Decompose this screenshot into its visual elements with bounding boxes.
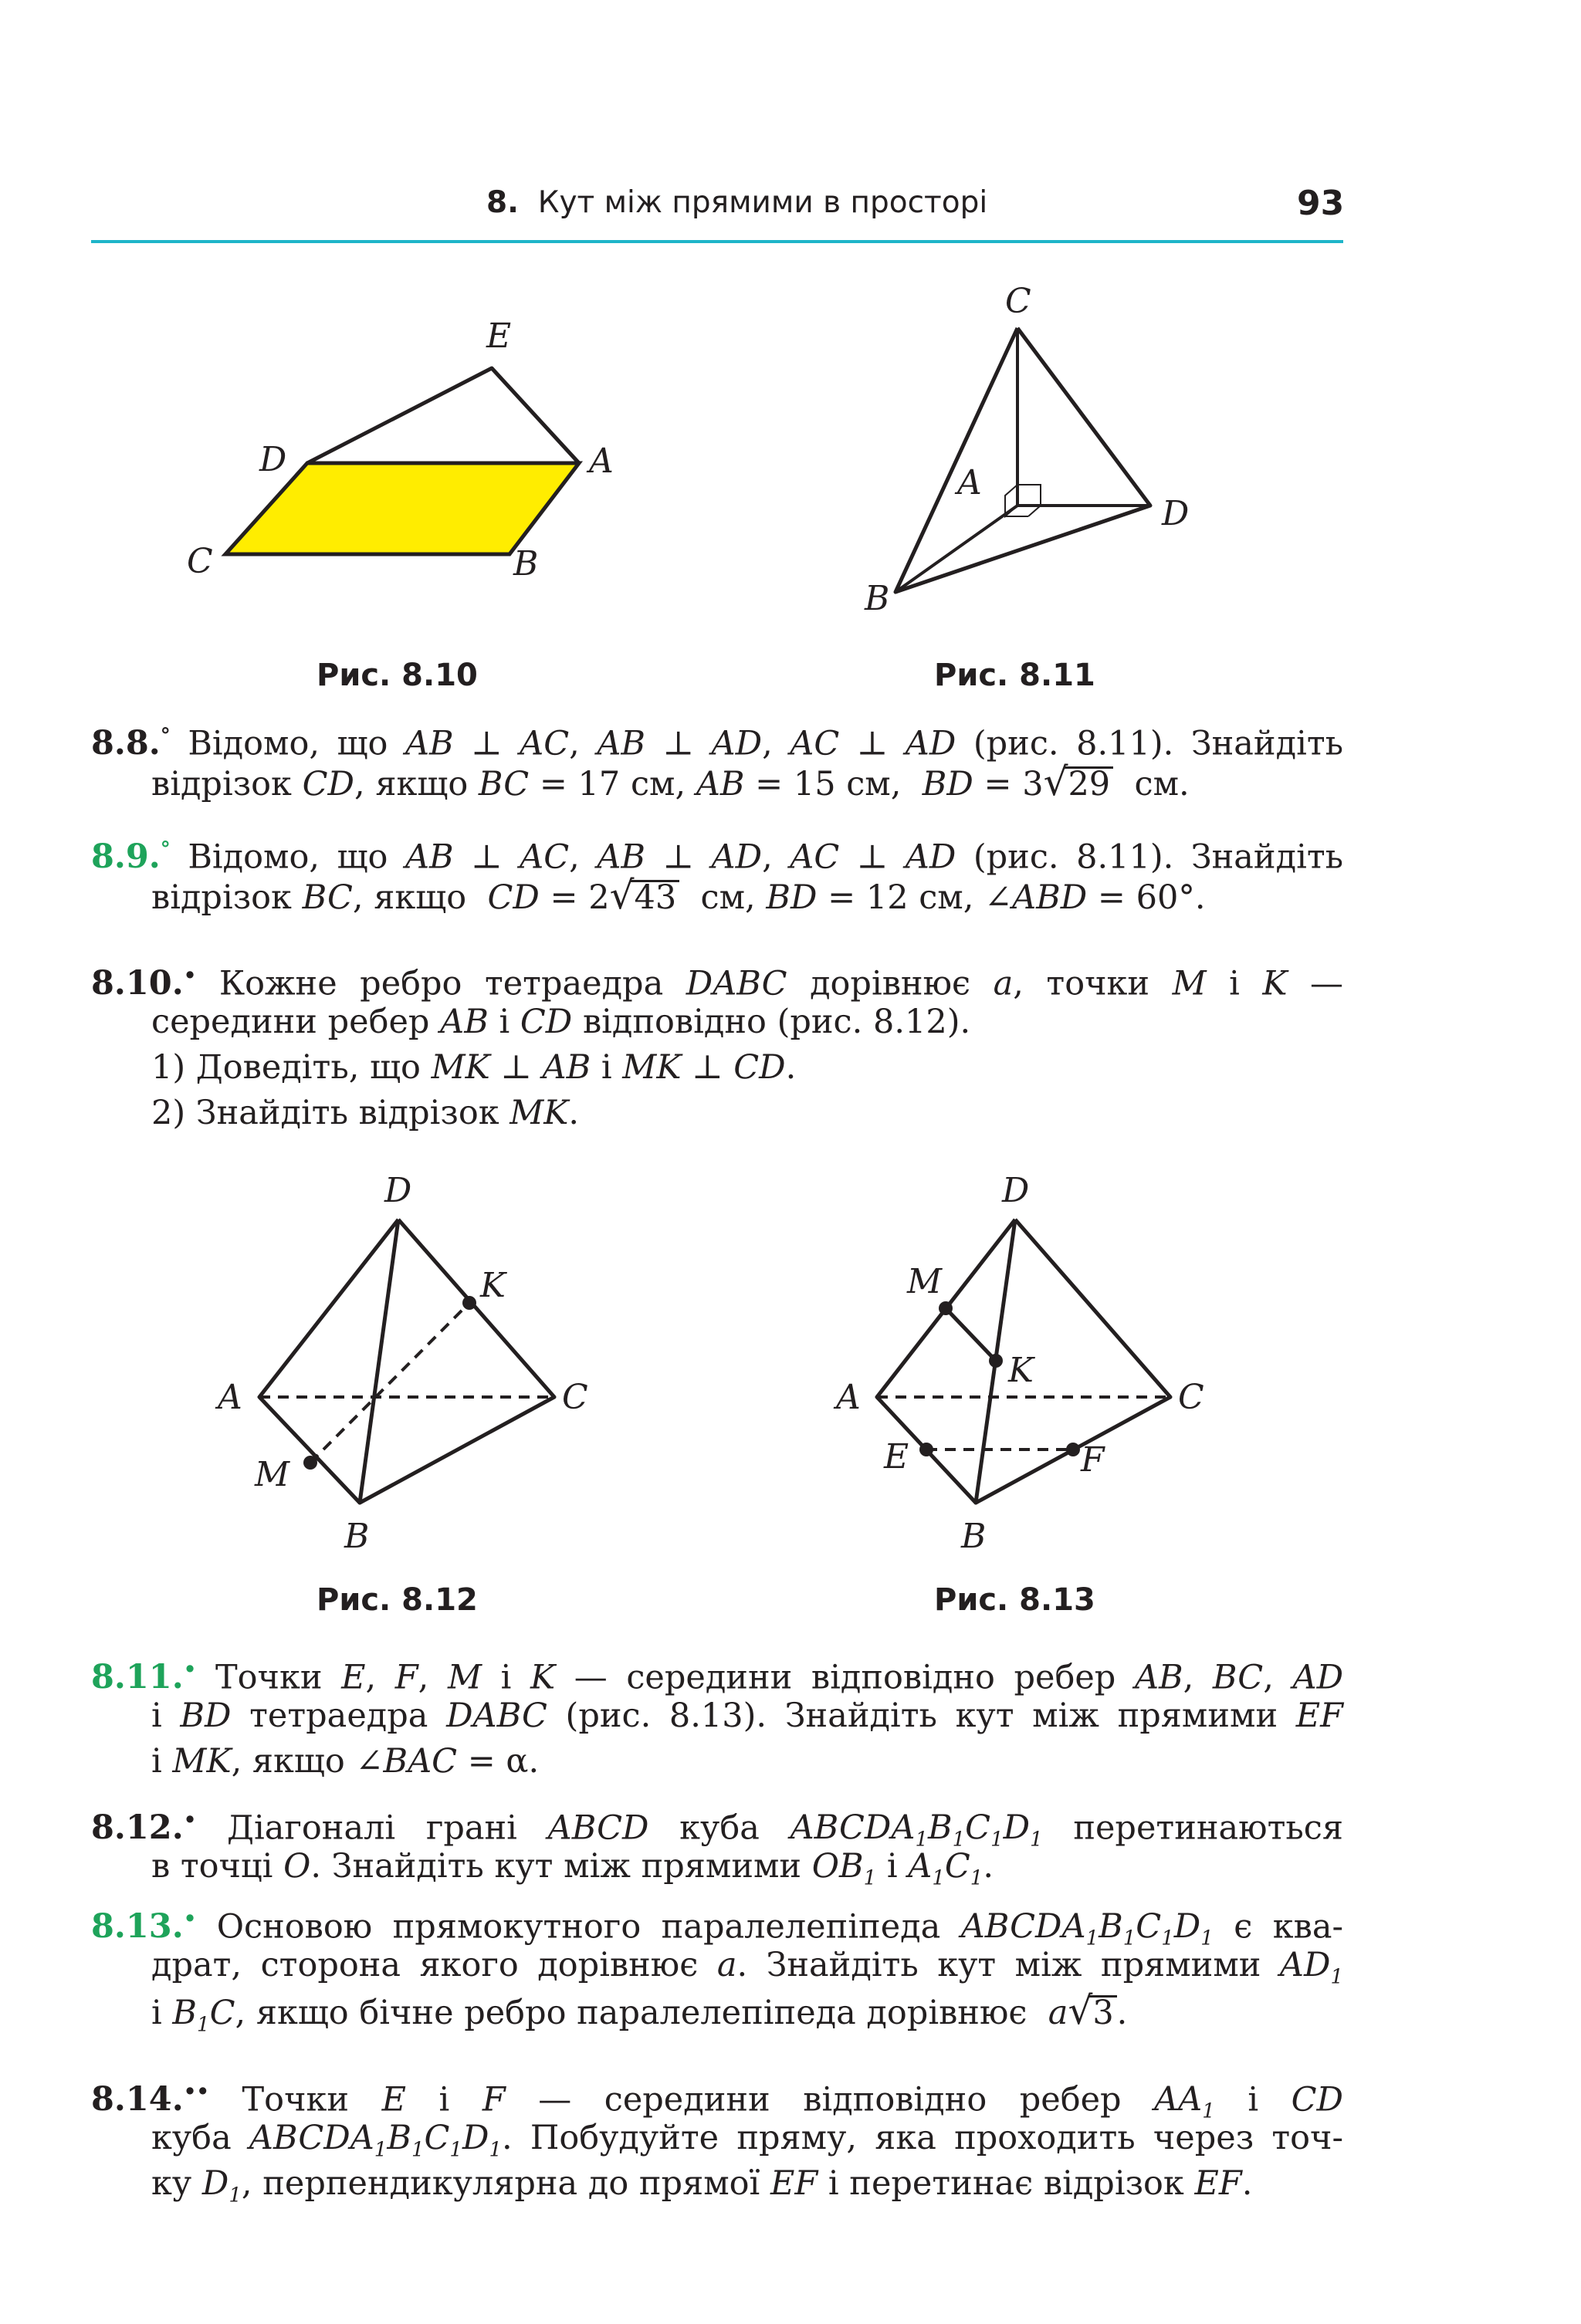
label-d: D: [1002, 1171, 1030, 1210]
problem-8-9: 8.9.° Відомо, що AB ⊥ AC, AB ⊥ AD, AC ⊥ AD (рис. 8.11). Знайдіть відрізок BC, якщо CD = 2√43 см, BD = 12 см, ∠ABD = 60°.: [91, 837, 1344, 918]
label-c: C: [562, 1378, 588, 1417]
label-m: M: [255, 1455, 290, 1494]
label-a: A: [957, 463, 982, 502]
problem-8-8: 8.8.° Відомо, що AB ⊥ AC, AB ⊥ AD, AC ⊥ AD (рис. 8.11). Знайдіть відрізок CD, якщо BC = 17 см, AB = 15 см, BD = 3√29 см.: [91, 724, 1344, 804]
label-d: D: [259, 440, 287, 479]
figure-8-12: [208, 1158, 625, 1575]
problem-number: 8.13.•: [91, 1907, 197, 1947]
problem-8-14: 8.14.•• Точки E і F — середини відповідно ребер $AA_1$ і CD куба $ABCDA_1B_1C_1D_1$. Побудуйте пряму, яка проходить через точ- ку $D_1$, перпендикулярна до прямої EF і перетинає відрізок EF.: [91, 2080, 1344, 2207]
chapter-number: 8.: [486, 185, 519, 220]
label-b: B: [961, 1517, 987, 1556]
label-b: B: [344, 1517, 370, 1556]
problem-8-13: 8.13.• Основою прямокутного паралелепіпеда $ABCDA_1B_1C_1D_1$ є ква- драт, сторона якого дорівнює a. Знайдіть кут між прямими $AD_1$ і $B_1C$, якщо бічне ребро паралелепіпеда дорівнює a√3.: [91, 1907, 1343, 2037]
label-e: E: [884, 1437, 909, 1477]
problem-number: 8.10.•: [91, 964, 197, 1003]
caption-8-11: Рис. 8.11: [934, 658, 1095, 693]
caption-8-13: Рис. 8.13: [934, 1582, 1095, 1618]
tetra-outline: [895, 328, 1150, 592]
problem-8-12: 8.12.• Діагоналі грані ABCD куба $ABCDA_1B_1C_1D_1$ перетинаються в точці O. Знайдіть кут між прямими $OB_1$ і $A_1C_1$.: [91, 1808, 1343, 1890]
figure-8-11: [834, 282, 1266, 625]
point-e: [919, 1443, 933, 1456]
point-m: [303, 1456, 317, 1470]
problem-number: 8.12.•: [91, 1808, 197, 1848]
label-c: C: [1178, 1378, 1204, 1417]
figure-8-10: [178, 309, 656, 610]
point-f: [1066, 1443, 1080, 1456]
problem-8-10: 8.10.• Кожне ребро тетраедра DABC дорівнює a, точки M і K — середини ребер AB і CD відповідно (рис. 8.12). 1) Доведіть, що MK ⊥ AB і MK ⊥ CD. 2) Знайдіть відрізок MK.: [91, 964, 1344, 1132]
problem-number: 8.14.••: [91, 2080, 209, 2119]
label-m: M: [907, 1262, 943, 1301]
problem-number: 8.9.°: [91, 837, 171, 877]
caption-8-10: Рис. 8.10: [317, 658, 478, 693]
label-c: C: [1005, 282, 1031, 321]
label-a: A: [218, 1378, 242, 1417]
label-f: F: [1081, 1440, 1105, 1480]
chapter-title: Кут між прямими в просторі: [537, 185, 988, 220]
label-a: A: [836, 1378, 861, 1417]
page-number: 93: [1297, 184, 1345, 223]
label-c: C: [187, 542, 213, 581]
label-b: B: [513, 544, 539, 584]
right-angle-mark: [1005, 485, 1041, 516]
problem-number: 8.8.°: [91, 724, 171, 763]
problem-8-11: 8.11.• Точки E, F, M і K — середини відповідно ребер AB, BC, AD і BD тетраедра DABC (рис. 8.13). Знайдіть кут між прямими EF і MK, якщо ∠BAC = α.: [91, 1658, 1344, 1781]
point-k: [989, 1354, 1003, 1368]
label-a: A: [589, 441, 614, 481]
header-rule: [91, 240, 1343, 243]
caption-8-12: Рис. 8.12: [317, 1582, 478, 1618]
point-k: [462, 1296, 476, 1310]
label-e: E: [486, 316, 512, 356]
point-m: [939, 1301, 953, 1315]
triangle-dea: [307, 368, 579, 463]
label-b: B: [865, 579, 890, 618]
label-d: D: [384, 1171, 412, 1210]
label-k: K: [1008, 1351, 1034, 1390]
problem-number: 8.11.•: [91, 1658, 197, 1697]
label-d: D: [1162, 494, 1190, 533]
running-header: [486, 185, 987, 220]
figure-8-13: [826, 1158, 1243, 1575]
label-k: K: [480, 1266, 506, 1305]
